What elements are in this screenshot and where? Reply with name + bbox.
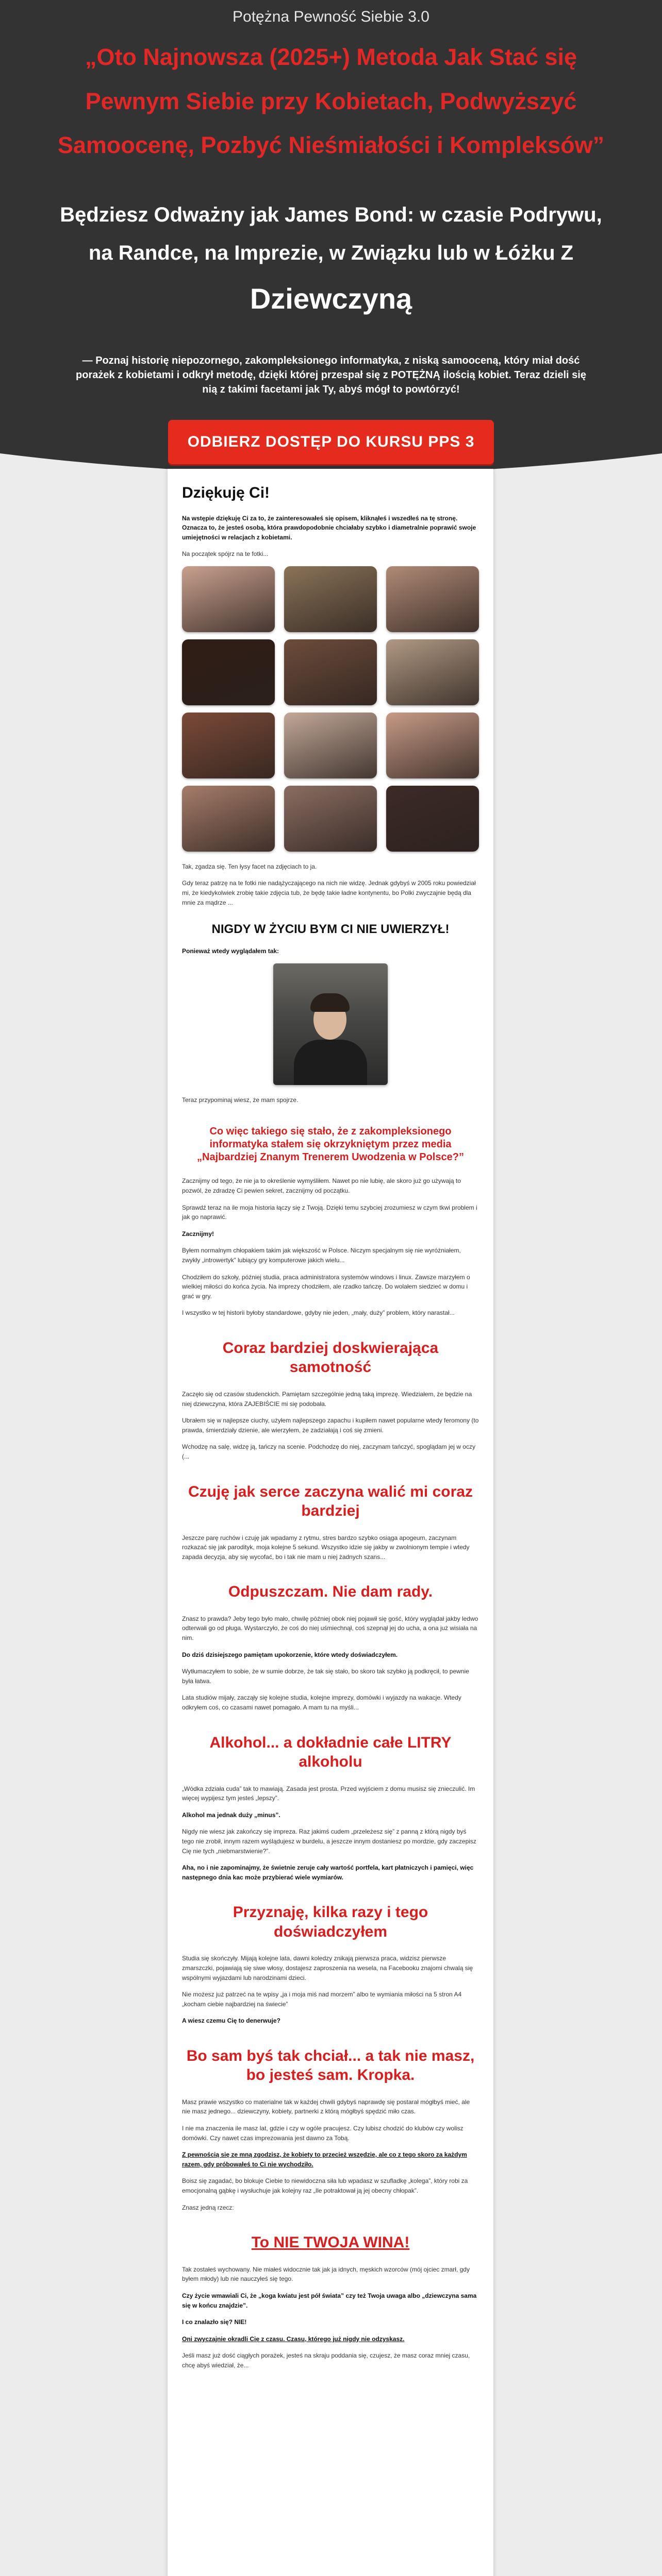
hero-kicker: Potężna Pewność Siebie 3.0 [233,8,429,25]
p-jeszcze: Jeszcze parę ruchów i czuję jak wpadamy z rytmu, stres bardzo szybko osiąga apogeum, zaczynam rozkazać się jak parodityk, moja kolejne 5 sekund. Wszystko idzie się jakby w zwolnionym tempie i wtedy zapada decyzja, aby się wycofać, bo i tak nie mam u niej żadnych szans... [182,1534,470,1561]
gallery-photo [284,639,377,705]
p-zacznijmy: Zacznijmy! [182,1230,214,1238]
p-ubralem: Ubrałem się w najlepsze ciuchy, użyłem najlepszego zapachu i kupiłem nawet popularne wtedy feromony (to prawda, śmierdziały dzienie, ale wierzyłem, że zadziałają i coś się zmieni. [182,1417,479,1434]
heading-not-your-fault: To NIE TWOJA WINA! [251,2234,410,2251]
p-zpewnoscia: Z pewnością się ze mną zgodzisz, że kobiety to przecież wszędzie, ale co z tego skoro za każdym razem, gdy próbowałeś to Ci nie wychodziło. [182,2151,467,2168]
heading-alcohol: Alkohol... a dokładnie całe LITRY alkoholu [209,1734,452,1771]
now-caption: Teraz przypominaj wiesz, że mam spojrze. [182,1096,299,1104]
article-content [168,469,493,2370]
p-studia: Studia się skończyły. Mijają kolejne lata, dawni koledzy znikają pierwsza praca, widzisz pierwsze zmarszczki, pojawiają się siwe włosy, dostajesz zaproszenia na wesela, na Facebooku znajomi chwalą się wspólnymi wyjazdami lub narodzinami dzieci. [182,1955,473,1981]
p-lata: Lata studiów mijały, zacząły się kolejne studia, kolejne imprezy, domówki i wyjazdy na wakacje. Wtedy odkryłem coś, co czasami nawet pomagało. A mam tu na myśli... [182,1694,461,1711]
p-chodzilem: Chodziłem do szkoły, później studia, praca administratora systemów windows i linux. Zawsze marzyłem o wielkiej miłości do końca życia. Na imprezy chodziłem, ale rzadko tańczę. Do wolałem siedzieć w domu i grać w gry. [182,1273,470,1300]
intro-text: Na wstępie dziękuję Ci za to, że zainteresowałeś się opisem, kliknąłeś i wszedłeś na tę stronę. Oznacza to, że jesteś osobą, która prawdopodobnie chciałaby szybko i diametralnie poprawić swoje umiejętności w relacjach z kobietami. [182,514,476,541]
heading-experienced: Przyznaję, kilka razy i tego doświadczyłem [233,1904,428,1940]
p-aha: Aha, no i nie zapominajmy, że świetnie zeruje cały wartość portfela, kart płatniczych i pamięci, więc następnego dnia kac może przybierać wiele wymiarów. [182,1864,474,1881]
article-card [168,469,493,2576]
p-wszystko: I wszystko w tej historii byłoby standardowe, gdyby nie jeden, „mały, duży” problem, który narastał... [182,1309,455,1317]
photo-caption: Tak, zgadza się. Ten łysy facet na zdjęciach to ja. [182,862,317,870]
p-masz: Masz prawie wszystko co materialne tak w każdej chwili gdybyś naprawdę się postarał mógłbyś mieć, ale nie masz jednego... dziewczyny, kobiety, partnerki z którą mógłbyś spędzić miło czas. [182,2098,470,2115]
p-znasz2: Znasz jedną rzecz: [182,2204,234,2211]
gallery-photo [284,786,377,852]
old-portrait-photo [273,963,388,1085]
p-alkohol: Alkohol ma jednak duży „minus”. [182,1811,280,1819]
story-paragraph: Gdy teraz patrzę na te fotki nie nadążyczającego na nich nie widzę. Jednak gdybyś w 2005 roku powiedział mi, że kiedykolwiek zrobię takie zdjęcia tub, że będę takie ładne kontynentu, bo Polki zwyczajnie będą dla mnie za mądrze ... [182,879,476,906]
gallery-photo [386,639,479,705]
hero-subheadline [42,196,620,326]
gallery-photo [182,639,275,705]
gallery-photo [386,786,479,852]
heading-never: NIGDY W ŻYCIU BYM CI NIE UWIERZYŁ! [211,922,450,937]
hero-sub-line2: na Randce, na Imprezie, w Związku lub w Łóżku Z [88,241,574,264]
gallery-photo [182,566,275,632]
gallery-photo [386,566,479,632]
hero-section [0,0,662,495]
gallery-photo [284,566,377,632]
p-boisz: Boisz się zagadać, bo blokuje Ciebie to niewidoczna siła lub wpadasz w szufladkę „kolega”, który robi za emocjonalną gąbkę i wysłuchuje jak kolejny raz „Ile potraktował ją jej obecny chłopak”. [182,2177,468,2195]
hero-sub-big: Dziewczyną [250,282,412,315]
p-znasz: Znasz to prawda? Jeby tego było mało, chwilę później obok niej pojawił się gość, który wyglądał jakby ledwo odterwałi go od pługa. Wystarczyło, że coś do niej uśmiechnął, coś szepnął jej do ucha, a ona już wisiała na nim. [182,1615,478,1641]
heading-heart: Czuję jak serce zaczyna walić mi coraz bardziej [188,1483,473,1520]
p-start: Zacznijmy od tego, że nie ja to określenie wymyśliłem. Nawet po nie lubię, ale skoro już go używają to pozwól, że zdradzę Ci pewien sekret, zacznijmy od początku. [182,1177,461,1195]
heading-alone: Bo sam byś tak chciał... a tak nie masz, bo jesteś sam. Kropka. [186,2047,475,2084]
p-check: Sprawdź teraz na ile moja historia łączy się z Twoją. Dzięki temu szybciej zrozumiesz w czym tkwi problem i jak go naprawić. [182,1204,477,1221]
gallery-photo [386,713,479,778]
p-inie: I nie ma znaczenia ile masz lat, gdzie i czy w ogóle pracujesz. Czy lubisz chodzić do klubów czy wolisz domówki. Czy nawet czas imprezowania jest dawno za Tobą. [182,2125,464,2142]
heading-what-happened: Co więc takiego się stało, że z zakompleksionego informatyka stałem się okrzykniętym przez media „Najbardziej Znanym Trenerem Uwodzenia w Polsce?” [197,1126,464,1163]
p-byl: Byłem normalnym chłopakiem takim jak większość w Polsce. Niczym specjalnym się nie wyróżniałem, zwykły „introwertyk” lubiący gry komputerowe jakich wielu... [182,1247,461,1264]
p-nigdy: Nigdy nie wiesz jak zakończy się impreza. Raz jakimś cudem „przeleżesz się” z panną z którą nigdy byś tego nie zrobił, innym razem wyślądujesz w burdelu, a jeszcze innym dostaniesz po mordzie, gdy zaczepisz Cię nie tych „niebmarstwienie?”. [182,1828,476,1855]
p-czy: Czy życie wmawiali Ci, że „koga kwiatu jest pół świata” czy też Twoja uwaga albo „dziewczyna sama się w końcu znajdzie”. [182,2292,477,2309]
gallery-photo [182,786,275,852]
p-oni: Oni zwyczajnie okradli Cię z czasu. Czasu, którego już nigdy nie odzyskasz. [182,2335,405,2343]
p-wchodze: Wchodzę na salę, widzę ją, tańczy na scenie. Podchodzę do niej, zaczynam tańczyć, spoglądam jej w oczy (... [182,1443,475,1460]
p-jesli: Jeśli masz już dość ciągłych porażek, jesteś na skraju poddania się, czujesz, że masz coraz mniej czasu, chcę abyś wiedział, że... [182,2352,470,2369]
article-title: Dziękuję Ci! [182,484,270,501]
heading-loneliness: Coraz bardziej doskwierająca samotność [222,1339,439,1376]
p-dodzis: Do dziś dzisiejszego pamiętam upokorzenie, które wtedy doświadczyłem. [182,1651,398,1658]
p-zaczelo: Zaczęło się od czasów studenckich. Pamiętam szczególnie jedną taką imprezę. Wiedziałem, że będzie na niej dziewczyna, która ZAJEBIŚCIE mi się podobała. [182,1390,472,1408]
p-awiesz: A wiesz czemu Cię to denerwuje? [182,2017,280,2025]
gallery-photo [284,713,377,778]
intro-look: Na początek spójrz na te fotki... [182,550,269,558]
hero-headline: „Oto Najnowsza (2025+) Metoda Jak Stać się Pewnym Siebie przy Kobietach, Podwyższyć Samoocenę, Pozbyć Nieśmiałości i Kompleksów” [57,44,605,158]
hero-sub-line1: Będziesz Odważny jak James Bond: w czasie Podrywu, [60,203,602,226]
p-niemozesz: Nie możesz już patrzeć na te wpisy „ja i moja miś nad morzem” albo te wymiania miłości na 5 stron A4 „kocham ciebie najbardziej na świecie” [182,1991,462,2008]
hero-cta-button[interactable]: ODBIERZ DOSTĘP DO KURSU PPS 3 [168,420,494,464]
p-ito: I co znalazło się? NIE! [182,2318,247,2326]
because-text: Ponieważ wtedy wyglądałem tak: [182,947,279,955]
photo-gallery [182,566,479,852]
heading-give-up: Odpuszczam. Nie dam rady. [228,1583,433,1601]
hero-paragraph: — Poznaj historię niepozornego, zakompleksionego informatyka, z niską samooceną, który miał dość porażek z kobietami i odkrył metodę, dzięki której przespał się z POTĘŻNĄ ilością kobiet. Teraz dzieli się nią z takimi facetami jak Ty, abyś mógł to powtórzyć! [76,355,586,396]
p-wodka: „Wódka zdziała cuda” tak to mawiają. Zasada jest prosta. Przed wyjściem z domu musisz się znieczulić. Im więcej wypijesz tym jesteś „lepszy”. [182,1785,475,1802]
p-tak: Tak zostałeś wychowany. Nie miałeś widocznie tak jak ja idnych, męskich wzorców (mój ojciec zmarł, gdy byłem młody) lub nie nauczyłeś się tego. [182,2265,470,2283]
gallery-photo [182,713,275,778]
p-wytlumaczylem: Wytłumaczyłem to sobie, że w sumie dobrze, że tak się stało, bo skoro tak szybko ją podkręcił, to pewnie była łatwa. [182,1668,469,1685]
